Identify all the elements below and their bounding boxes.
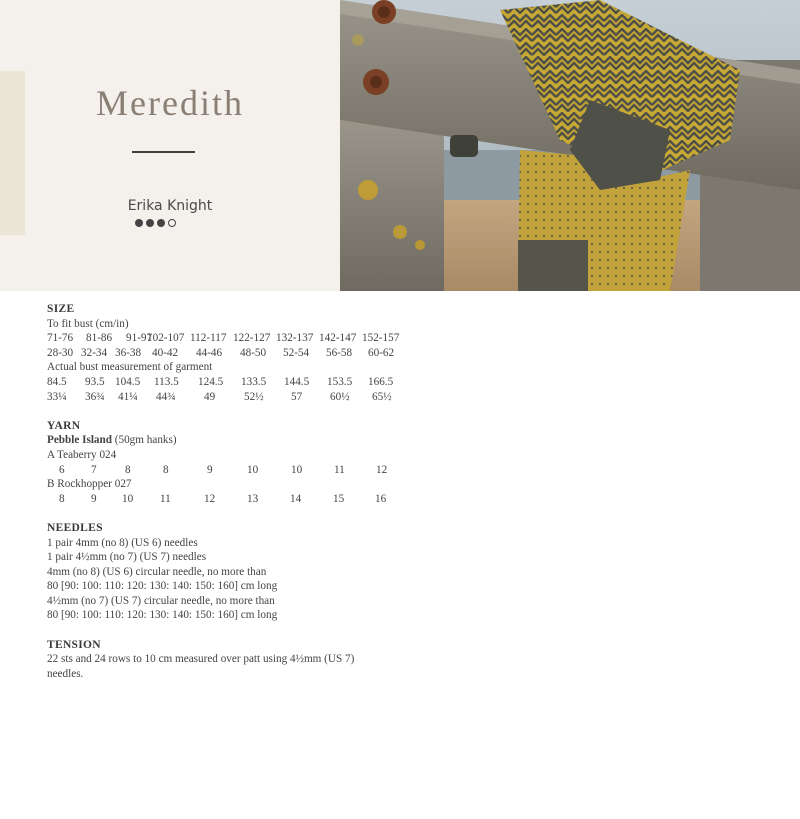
sweater-on-fence-photo [340,0,800,291]
yarn-a-1: 6 [59,463,65,476]
actual-in-row [47,390,467,405]
yarn-b-3: 10 [122,492,134,505]
yarn-color-a: A Teaberry 024 [47,448,117,461]
yarn-b-5: 12 [204,492,216,505]
rating-dot-filled [146,219,154,227]
size-cm-2: 81-86 [86,332,113,345]
needles-line: 1 pair 4½mm (no 7) (US 7) needles [47,551,207,564]
yarn-a-4: 8 [163,463,169,476]
yarn-a-2: 7 [91,463,97,476]
size-in-3: 36-38 [115,346,142,359]
actual-in-3: 41¼ [118,390,138,403]
actual-in-2: 36¾ [85,390,105,403]
photo-illustration [340,0,800,291]
size-in-4: 40-42 [152,346,179,359]
needles-line: 4mm (no 8) (US 6) circular needle, no more than [47,565,267,578]
needles-line: 80 [90: 100: 110: 120: 130: 140: 150: 160] cm long [47,580,278,593]
rating-dot-filled [135,219,143,227]
title-divider [132,151,195,153]
size-in-1: 28-30 [47,346,74,359]
yarn-color-b: B Rockhopper 027 [47,478,132,491]
size-heading: SIZE [47,303,75,315]
yarn-a-3: 8 [125,463,131,476]
actual-cm-row [47,375,467,390]
tension-line: 22 sts and 24 rows to 10 cm measured over patt using 4½mm (US 7) [47,653,355,666]
yarn-heading: YARN [47,419,81,432]
actual-cm-7: 144.5 [284,375,310,388]
tension-heading: TENSION [47,638,101,651]
yarn-b-row [47,492,467,507]
actual-in-6: 52½ [244,390,264,403]
needles-line: 4½mm (no 7) (US 7) circular needle, no more than [47,594,275,607]
yarn-b-2: 9 [91,492,97,505]
yarn-b-6: 13 [247,492,259,505]
size-cm-6: 122-127 [233,332,271,345]
actual-cm-9: 166.5 [368,375,394,388]
actual-in-8: 60½ [330,390,350,403]
yarn-a-7: 10 [291,463,303,476]
yarn-a-5: 9 [207,463,213,476]
pattern-details [47,302,467,681]
yarn-b-9: 16 [375,492,387,505]
yarn-b-8: 15 [333,492,345,505]
actual-in-9: 65½ [372,390,392,403]
actual-cm-1: 84.5 [47,375,67,388]
size-cm-7: 132-137 [276,332,314,345]
designer-name: Erika Knight [127,198,213,214]
yarn-b-7: 14 [290,492,302,505]
size-fit-label: To fit bust (cm/in) [47,317,129,330]
size-cm-row [47,331,467,346]
actual-in-4: 44¾ [156,390,176,403]
rating-dot-empty [168,219,176,227]
yarn-b-4: 11 [160,492,171,505]
title-panel [0,0,340,291]
needles-heading: NEEDLES [47,521,103,534]
actual-cm-8: 153.5 [327,375,353,388]
size-in-5: 44-46 [196,346,223,359]
rating-dot-filled [157,219,165,227]
actual-cm-6: 133.5 [241,375,267,388]
needles-line: 80 [90: 100: 110: 120: 130: 140: 150: 160] cm long [47,609,278,622]
size-cm-5: 112-117 [190,332,227,345]
actual-cm-2: 93.5 [85,375,105,388]
size-cm-4: 102-107 [147,332,185,345]
actual-in-1: 33¼ [47,390,67,403]
actual-cm-3: 104.5 [115,375,141,388]
pattern-header [0,0,800,291]
needles-line: 1 pair 4mm (no 8) (US 6) needles [47,536,198,549]
size-in-6: 48-50 [240,346,267,359]
actual-cm-5: 124.5 [198,375,224,388]
size-in-7: 52-54 [283,346,310,359]
yarn-b-1: 8 [59,492,65,505]
size-in-8: 56-58 [326,346,353,359]
size-cm-9: 152-157 [362,332,400,345]
size-cm-3: 91-97 [126,332,153,345]
difficulty-rating [135,219,176,227]
size-in-9: 60-62 [368,346,395,359]
actual-in-7: 57 [291,390,303,403]
pattern-title: Meredith [96,83,244,123]
yarn-a-6: 10 [247,463,259,476]
size-cm-8: 142-147 [319,332,357,345]
yarn-a-8: 11 [334,463,345,476]
actual-bust-label: Actual bust measurement of garment [47,361,213,374]
size-cm-1: 71-76 [47,332,74,345]
yarn-hanks: (50gm hanks) [111,434,177,447]
size-in-2: 32-34 [81,346,108,359]
yarn-a-row [47,463,467,478]
yarn-name-line [47,433,467,448]
actual-cm-4: 113.5 [154,375,179,388]
yarn-name: Pebble Island [47,434,112,447]
yarn-a-9: 12 [376,463,388,476]
actual-in-5: 49 [204,390,216,403]
tension-line: needles. [47,667,84,680]
size-in-row [47,346,467,361]
